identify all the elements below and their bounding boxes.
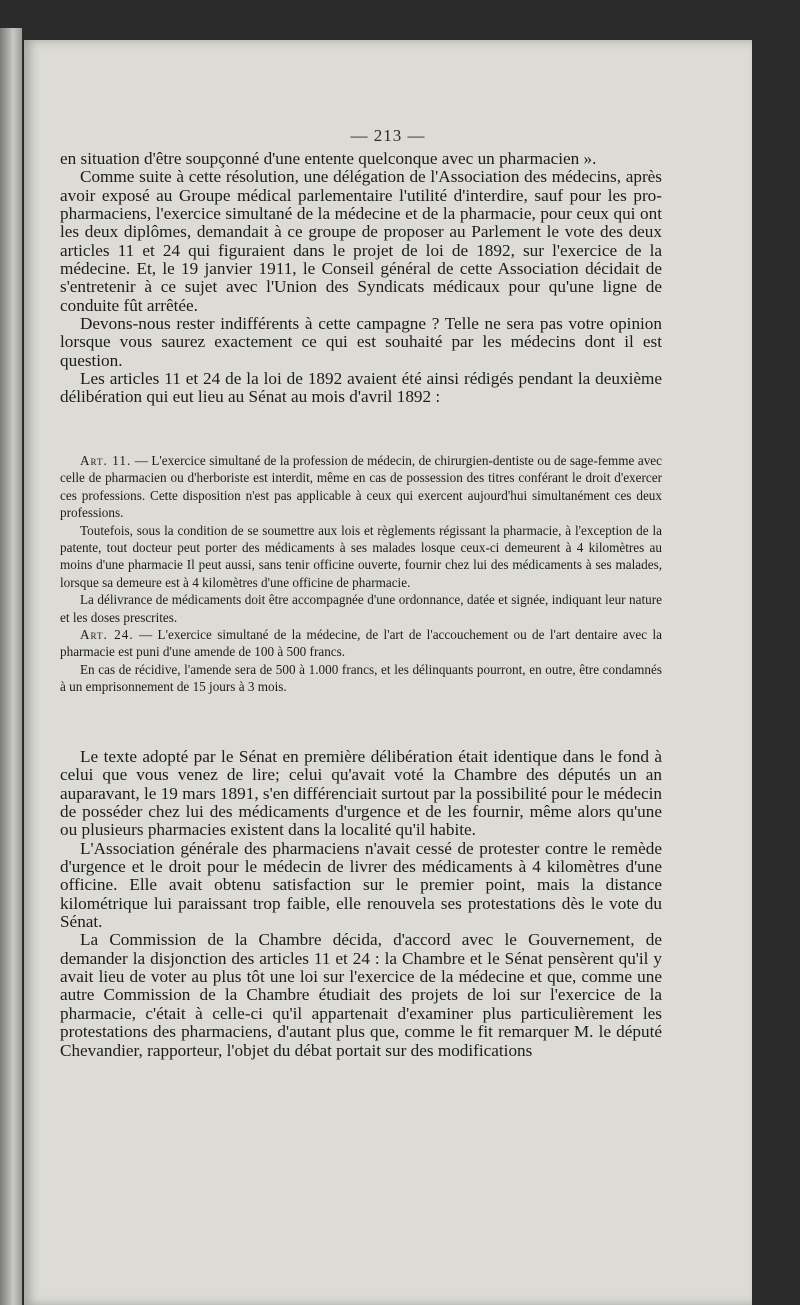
article-11-label: Art. 11. <box>80 453 132 468</box>
article-11 <box>60 452 662 522</box>
article-24-text: — L'exercice simultané de la médecine, de l'art de l'accouchement ou de l'art dentaire avec la pharmacie est puni d'une amende de 100 à 500 francs. <box>60 627 662 660</box>
paragraph-association: L'Association générale des pharmaciens n'avait cessé de protester contre le remède d'urgence et le droit pour le médecin de livrer des médicaments à 4 kilomètres d'une officine. Elle avait obtenu satisfaction sur le premier point, mais la distance kilométrique lui paraissant trop faible, elle renouvela ses protestations dès le vote du Sénat. <box>60 838 662 932</box>
intro-section <box>60 150 662 407</box>
paragraph-senate-text: Le texte adopté par le Sénat en première délibération était identique dans le fond à celui que vous venez de lire; celui qu'avait voté la Chambre des députés un an auparavant, le 19 mars 1891, s'en différenciait surtout par la possibilité pour le médecin de posséder chez lui des médicaments d'urgence et de les fournir, même alors qu'une ou plusieurs pharmacies existent dans la localité qu'il habite. <box>60 747 662 840</box>
body-section <box>60 748 662 1060</box>
article-11-paragraph-2: Toutefois, sous la condition de se soumettre aux lois et règlements régissant la pharmacie, à l'exception de la patente, tout docteur peut porter des médicaments à ses malades losque ceux-ci demeurent à 4 kilomètres au moins d'une pharmacie Il peut aussi, sans tenir officine ouverte, fournir chez lui des médicaments à ses malades, lorsque sa demeure est à 4 kilomètres d'une officine de pharmacie. <box>60 522 662 590</box>
paragraph-commission: La Commission de la Chambre décida, d'accord avec le Gouvernement, de demander la disjonction des articles 11 et 24 : la Chambre et le Sénat pensèrent qu'il y avait lieu de voter au plus tôt une loi sur l'exercice de la médecine et que, comme une autre Commission de la Chambre étudiait des projets de loi sur l'exercice de la pharmacie, c'était à celle-ci qu'il appartenait d'examiner plus particulièrement les protestations des pharmaciens, d'autant plus que, comme le fit remarquer M. le député Chevandier, rapporteur, l'objet du débat portait sur des modifications <box>60 930 662 1060</box>
article-24-label: Art. 24. <box>80 627 134 643</box>
adjacent-page-edge <box>0 28 22 1305</box>
paragraph-continuation: en situation d'être soupçonné d'une entente quelconque avec un pharmacien ». <box>60 149 597 168</box>
document-page <box>24 40 752 1305</box>
page-number: — 213 — <box>350 126 426 145</box>
paragraph-articles-intro: Les articles 11 et 24 de la loi de 1892 avaient été ainsi rédigés pendant la deuxième délibération qui eut lieu au Sénat au mois d'avril 1892 : <box>60 369 662 407</box>
article-11-text: — L'exercice simultané de la profession de médecin, de chirurgien-dentiste ou de sage-femme avec celle de pharmacien ou d'herboriste est interdit, même en cas de possession des titres conférant le droit d'exercer ces professions. Cette disposition n'est pas applicable à ceux qui exercent aujourd'hui simultanément ces deux professions. <box>60 453 662 521</box>
quoted-articles <box>60 452 662 696</box>
article-24-paragraph-2: En cas de récidive, l'amende sera de 500 à 1.000 francs, et les délinquants pourront, en outre, être condamnés à un emprisonnement de 15 jours à 3 mois. <box>60 661 662 695</box>
article-11-paragraph-3: La délivrance de médicaments doit être accompagnée d'une ordonnance, datée et signée, indiquant leur nature et les doses prescrites. <box>60 592 662 625</box>
article-24 <box>60 626 662 661</box>
paragraph-campaign: Devons-nous rester indifférents à cette campagne ? Telle ne sera pas votre opinion lorsque vous saurez exactement ce qui est souhaité par les médecins dont il est question. <box>60 314 662 370</box>
paragraph-delegation: Comme suite à cette résolution, une délégation de l'Association des médecins, après avoir exposé au Groupe médical parlementaire l'utilité d'interdire, sauf pour les pro-pharmaciens, l'exercice simultané de la médecine et de la pharmacie, pour ceux qui ont les deux diplômes, demandait à ce groupe de proposer au Parlement le vote des deux articles 11 et 24 qui figuraient dans le projet de loi de 1892, sur l'exercice de la médecine. Et, le 19 janvier 1911, le Conseil général de cette Association décidait de s'entretenir à ce sujet avec l'Union des Syndicats médicaux pour qu'une ligne de conduite fût arrêtée. <box>60 167 662 315</box>
